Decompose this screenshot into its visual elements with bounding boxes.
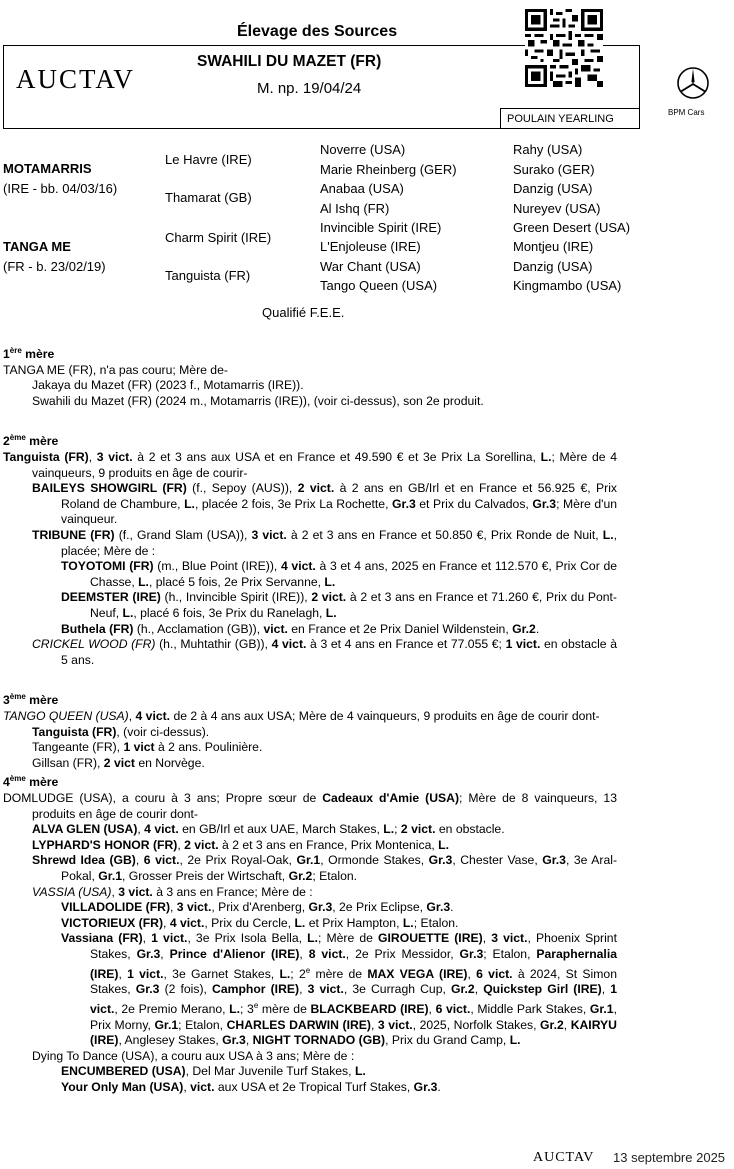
mercedes-star-icon bbox=[676, 66, 710, 100]
horse-name: SWAHILI DU MAZET (FR) bbox=[197, 53, 382, 70]
gen3-ancestor: Invincible Spirit (IRE) bbox=[320, 220, 442, 235]
qr-code-icon bbox=[525, 9, 603, 87]
footer-date: 13 septembre 2025 bbox=[613, 1150, 726, 1165]
gen3-ancestor: L'Enjoleuse (IRE) bbox=[320, 239, 421, 254]
auctav-logo: AUCTAV bbox=[16, 64, 135, 94]
gen3-ancestor: Anabaa (USA) bbox=[320, 181, 404, 196]
sponsor-name: BPM Cars bbox=[668, 108, 705, 117]
gen4-ancestor: Kingmambo (USA) bbox=[513, 278, 622, 293]
gen4-ancestor: Danzig (USA) bbox=[513, 259, 593, 274]
gen3-ancestor: Al Ishq (FR) bbox=[320, 201, 390, 216]
dam-line-text: 1ère mère TANGA ME (FR), n'a pas couru; Mère de- Jakaya du Mazet (FR) (2023 f., Motamarris (IRE)). Swahili du Mazet (FR) (2024 m., Motamarris (IRE)), (voir ci-dessus), son 2e produit. 2ème mère Tanguista (FR), 3 vict. à 2 et 3 ans aux USA et en France et 49.590 € et 3e Prix La Sorellina, L.; Mère de 4 vainqueurs, 9 produits en âge de courir- BAILEYS SHOWGIRL (FR) (f., Sepoy (AUS)), 2 vict. à 2 ans en GB/Irl et en France et 56.925 €, Prix Roland de Chambure, L., placée 2 fois, 3e Prix La Rochette, Gr.3 et Prix du Calvados, Gr.3; Mère d'un vainqueur. TRIBUNE (FR) (f., Grand Slam (USA)), 3 vict. à 2 et 3 ans en France et 50.850 €, Prix Ronde de Nuit, L., placée; Mère de : TOYOTOMI (FR) (m., Blue Point (IRE)), 4 vict. à 3 et 4 ans, 2025 en France et 112.570 €, Prix Cor de Chasse, L., placé 5 fois, 2e Prix Servanne, L. DEEMSTER (IRE) (h., Invincible Spirit (IRE)), 2 vict. à 2 et 3 ans en France et 71.260 €, Prix du Pont-Neuf, L., placé 6 fois, 3e Prix du Ranelagh, L. Buthela (FR) (h., Acclamation (GB)), vict. en France et 2e Prix Daniel Wildenstein, Gr.2. CRICKEL WOOD (FR) (h., Muhtathir (GB)), 4 vict. à 3 et 4 ans en France et 77.055 €; 1 vict. en obstacle à 5 ans. 3ème mère TANGO QUEEN (USA), 4 vict. de 2 à 4 ans aux USA; Mère de 4 vainqueurs, 9 produits en âge de courir dont- Tanguista (FR), (voir ci-dessus). Tangeante (FR), 1 vict à 2 ans. Poulinière. Gillsan (FR), 2 vict en Norvège. 4ème mère DOMLUDGE (USA), a couru à 3 ans; Propre sœur de Cadeaux d'Amie (USA); Mère de 8 vainqueurs, 13 produits en âge de courir dont- ALVA GLEN (USA), 4 vict. en GB/Irl et aux UAE, March Stakes, L.; 2 vict. en obstacle. LYPHARD'S HONOR (FR), 2 vict. à 2 et 3 ans en France, Prix Montenica, L. Shrewd Idea (GB), 6 vict., 2e Prix Royal-Oak, Gr.1, Ormonde Stakes, Gr.3, Chester Vase, Gr.3, 3e Aral-Pokal, Gr.1, Grosser Preis der Wirtschaft, Gr.2; Etalon. VASSIA (USA), 3 vict. à 3 ans en France; Mère de : VILLADOLIDE (FR), 3 vict., Prix d'Arenberg, Gr.3, 2e Prix Eclipse, Gr.3. VICTORIEUX (FR), 4 vict., Prix du Cercle, L. et Prix Hampton, L.; Etalon. Vassiana (FR), 1 vict., 3e Prix Isola Bella, L.; Mère de GIROUETTE (IRE), 3 vict., Phoenix Sprint Stakes, Gr.3, Prince d'Alienor (IRE), 8 vict., 2e Prix Messidor, Gr.3; Etalon, Paraphernalia (IRE), 1 vict., 3e Garnet Stakes, L.; 2e mère de MAX VEGA (IRE), 6 vict. à 2024, St Simon Stakes, Gr.3 (2 fois), Camphor (IRE), 3 vict., 3e Curragh Cup, Gr.2, Quickstep Girl (IRE), 1 vict., 2e Premio Merano, L.; 3e mère de BLACKBEARD (IRE), 6 vict., Middle Park Stakes, Gr.1, Prix Morny, Gr.1; Etalon, CHARLES DARWIN (IRE), 3 vict., 2025, Norfolk Stakes, Gr.2, KAIRYU (IRE), Anglesey Stakes, Gr.3, NIGHT TORNADO (GB), Prix du Grand Camp, L. Dying To Dance (USA), a couru aux USA à 3 ans; Mère de : ENCUMBERED (USA), Del Mar Juvenile Turf Stakes, L. Your Only Man (USA), vict. aux USA et 2e Tropical Turf Stakes, Gr.3. bbox=[3, 346, 618, 1094]
horse-birth: M. np. 19/04/24 bbox=[257, 80, 362, 97]
gen4-ancestor: Montjeu (IRE) bbox=[513, 239, 594, 254]
gen3-ancestor: Marie Rheinberg (GER) bbox=[320, 162, 457, 177]
gen3-ancestor: War Chant (USA) bbox=[320, 259, 421, 274]
breeder-name: Élevage des Sources bbox=[237, 23, 398, 40]
sire-name: MOTAMARRIS bbox=[3, 161, 92, 176]
footer-logo: AUCTAV bbox=[533, 1150, 595, 1165]
gen3-ancestor: Noverre (USA) bbox=[320, 142, 406, 157]
gen4-ancestor: Nureyev (USA) bbox=[513, 201, 601, 216]
gen4-ancestor: Surako (GER) bbox=[513, 162, 595, 177]
gen2-ancestor: Le Havre (IRE) bbox=[165, 152, 252, 167]
gen3-ancestor: Tango Queen (USA) bbox=[320, 278, 438, 293]
gen2-ancestor: Charm Spirit (IRE) bbox=[165, 230, 272, 245]
dam-info: (FR - b. 23/02/19) bbox=[3, 259, 106, 274]
gen4-ancestor: Green Desert (USA) bbox=[513, 220, 631, 235]
category-label: POULAIN YEARLING bbox=[500, 108, 640, 129]
gen4-ancestor: Rahy (USA) bbox=[513, 142, 583, 157]
qualification: Qualifié F.E.E. bbox=[262, 305, 345, 320]
gen2-ancestor: Tanguista (FR) bbox=[165, 268, 251, 283]
gen2-ancestor: Thamarat (GB) bbox=[165, 190, 252, 205]
gen4-ancestor: Danzig (USA) bbox=[513, 181, 593, 196]
dam-name: TANGA ME bbox=[3, 239, 71, 254]
sire-info: (IRE - bb. 04/03/16) bbox=[3, 181, 118, 196]
